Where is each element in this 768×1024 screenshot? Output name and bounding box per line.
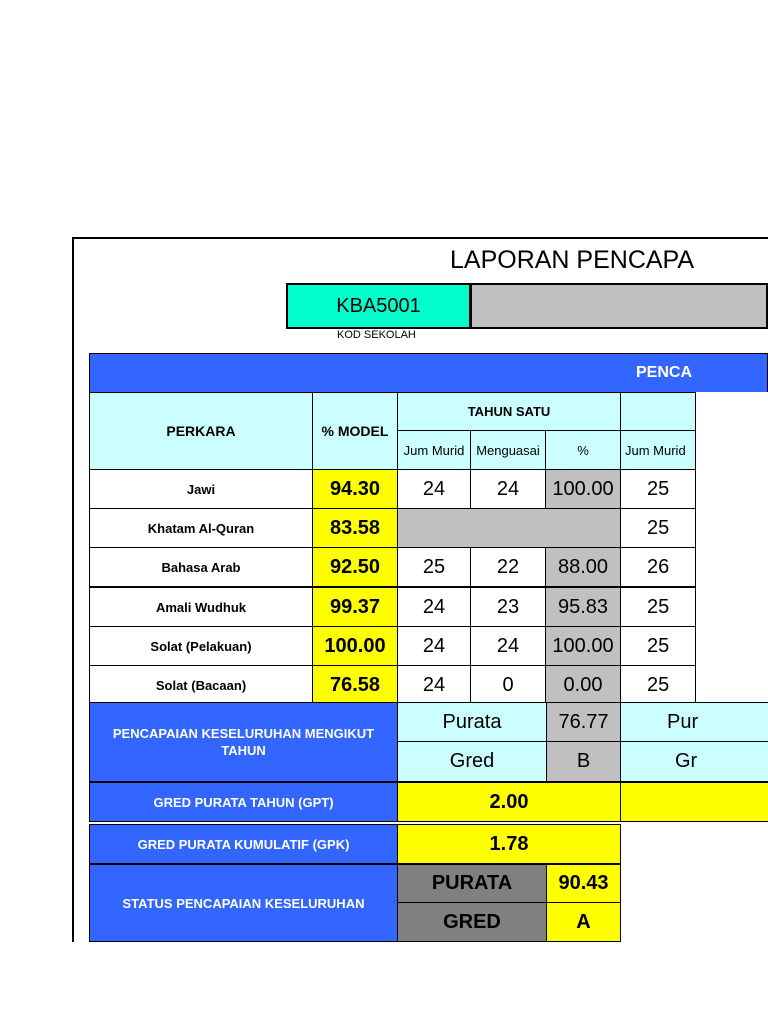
row-perkara: Solat (Bacaan) bbox=[89, 665, 313, 705]
row-jum-murid: 25 bbox=[397, 547, 471, 587]
status-label: STATUS PENCAPAIAN KESELURUHAN bbox=[89, 864, 398, 942]
gpt-label: GRED PURATA TAHUN (GPT) bbox=[89, 782, 398, 822]
row-model: 99.37 bbox=[312, 587, 398, 627]
row-menguasai: 24 bbox=[470, 626, 546, 666]
row-jum-murid: 24 bbox=[397, 469, 471, 509]
school-code-label: KOD SEKOLAH bbox=[337, 329, 416, 341]
sheet-border-left bbox=[72, 237, 74, 942]
header-perkara: PERKARA bbox=[89, 392, 313, 470]
school-name-field bbox=[470, 283, 768, 329]
school-code: KBA5001 bbox=[286, 283, 471, 329]
row-perkara: Solat (Pelakuan) bbox=[89, 626, 313, 666]
purata-value: 76.77 bbox=[546, 702, 621, 742]
header-year1: TAHUN SATU bbox=[397, 392, 621, 431]
row-jum-murid bbox=[397, 508, 621, 548]
row-model: 83.58 bbox=[312, 508, 398, 548]
row-jum-murid-2: 25 bbox=[620, 508, 696, 548]
row-model: 92.50 bbox=[312, 547, 398, 587]
row-menguasai: 24 bbox=[470, 469, 546, 509]
row-perkara: Amali Wudhuk bbox=[89, 587, 313, 627]
row-jum-murid-2: 25 bbox=[620, 587, 696, 627]
row-model: 76.58 bbox=[312, 665, 398, 705]
gred-label: Gred bbox=[397, 741, 547, 782]
status-gred-label: GRED bbox=[397, 902, 547, 942]
row-jum-murid: 24 bbox=[397, 587, 471, 627]
section-header-text: PENCA bbox=[636, 364, 693, 381]
gpk-label: GRED PURATA KUMULATIF (GPK) bbox=[89, 824, 398, 864]
row-percent: 100.00 bbox=[545, 469, 621, 509]
row-menguasai: 22 bbox=[470, 547, 546, 587]
row-model: 94.30 bbox=[312, 469, 398, 509]
row-jum-murid: 24 bbox=[397, 626, 471, 666]
row-menguasai: 0 bbox=[470, 665, 546, 705]
page-title: LAPORAN PENCAPA bbox=[450, 246, 695, 274]
row-perkara: Bahasa Arab bbox=[89, 547, 313, 587]
row-percent: 95.83 bbox=[545, 587, 621, 627]
header-jum-murid: Jum Murid bbox=[397, 430, 471, 470]
row-model: 100.00 bbox=[312, 626, 398, 666]
row-perkara: Jawi bbox=[89, 469, 313, 509]
gpt-value: 2.00 bbox=[397, 782, 621, 822]
row-jum-murid-2: 25 bbox=[620, 626, 696, 666]
row-percent: 100.00 bbox=[545, 626, 621, 666]
row-percent: 0.00 bbox=[545, 665, 621, 705]
header-jum-murid-2: Jum Murid bbox=[620, 430, 696, 470]
header-percent: % bbox=[545, 430, 621, 470]
status-purata-label: PURATA bbox=[397, 864, 547, 903]
overall-label: PENCAPAIAN KESELURUHAN MENGIKUT TAHUN bbox=[89, 702, 398, 782]
row-jum-murid-2: 25 bbox=[620, 469, 696, 509]
status-purata-value: 90.43 bbox=[546, 864, 621, 903]
purata-label-2: Pur bbox=[620, 702, 768, 742]
row-percent: 88.00 bbox=[545, 547, 621, 587]
clip-edge bbox=[695, 392, 768, 702]
gpt-value-2 bbox=[620, 782, 768, 822]
header-menguasai: Menguasai bbox=[470, 430, 546, 470]
section-header bbox=[89, 353, 768, 393]
row-menguasai: 23 bbox=[470, 587, 546, 627]
row-perkara: Khatam Al-Quran bbox=[89, 508, 313, 548]
row-jum-murid-2: 26 bbox=[620, 547, 696, 587]
row-jum-murid: 24 bbox=[397, 665, 471, 705]
gpk-value: 1.78 bbox=[397, 824, 621, 864]
gred-label-2: Gr bbox=[620, 741, 768, 782]
sheet-border-top bbox=[72, 237, 768, 239]
status-gred-value: A bbox=[546, 902, 621, 942]
header-model: % MODEL bbox=[312, 392, 398, 470]
purata-label: Purata bbox=[397, 702, 547, 742]
gred-value: B bbox=[546, 741, 621, 782]
row-jum-murid-2: 25 bbox=[620, 665, 696, 705]
